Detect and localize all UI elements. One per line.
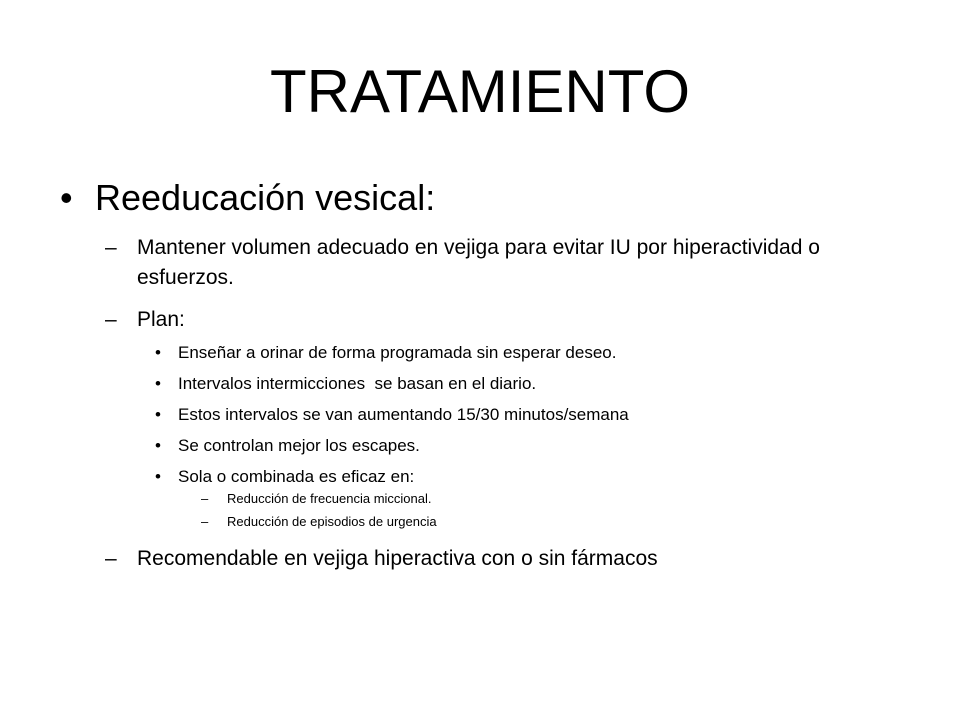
dash-marker: – (105, 236, 117, 259)
effective-item-text: Reducción de episodios de urgencia (227, 514, 437, 529)
dash-marker: – (201, 514, 209, 529)
bullet-marker: • (155, 467, 161, 486)
sub-point-mantener (105, 233, 827, 293)
plan-item-text: Sola o combinada es eficaz en: (178, 467, 415, 486)
plan-item-text: Estos intervalos se van aumentando 15/30 minutos/semana (178, 405, 629, 424)
bullet-marker: • (60, 177, 73, 218)
sub-point-plan (105, 305, 827, 335)
bullet-text: Reeducación vesical: (95, 177, 436, 218)
plan-item (155, 435, 878, 457)
sub-point-text: Plan: (137, 308, 185, 331)
bullet-marker: • (155, 405, 161, 424)
plan-item (155, 373, 878, 395)
slide-title: TRATAMIENTO (270, 58, 690, 125)
sub-point-recomendable (105, 544, 877, 574)
effective-item-text: Reducción de frecuencia miccional. (227, 491, 432, 506)
dash-marker: – (105, 308, 117, 331)
bullet-marker: • (155, 436, 161, 455)
effective-item (201, 490, 827, 508)
sub-point-text: Recomendable en vejiga hiperactiva con o sin fármacos (137, 547, 658, 570)
dash-marker: – (201, 491, 209, 506)
bullet-reeducacion-vesical (60, 176, 915, 220)
effective-item (201, 513, 827, 531)
plan-item (155, 404, 878, 426)
plan-item-text: Enseñar a orinar de forma programada sin esperar deseo. (178, 343, 617, 362)
plan-item (155, 466, 878, 488)
plan-item-text: Se controlan mejor los escapes. (178, 436, 420, 455)
bullet-marker: • (155, 343, 161, 362)
plan-item-text: Intervalos intermicciones se basan en el diario. (178, 374, 537, 393)
sub-point-text: Mantener volumen adecuado en vejiga para evitar IU por hiperactividad o esfuerzos. (137, 236, 820, 289)
plan-item (155, 342, 878, 364)
dash-marker: – (105, 547, 117, 570)
bullet-marker: • (155, 374, 161, 393)
